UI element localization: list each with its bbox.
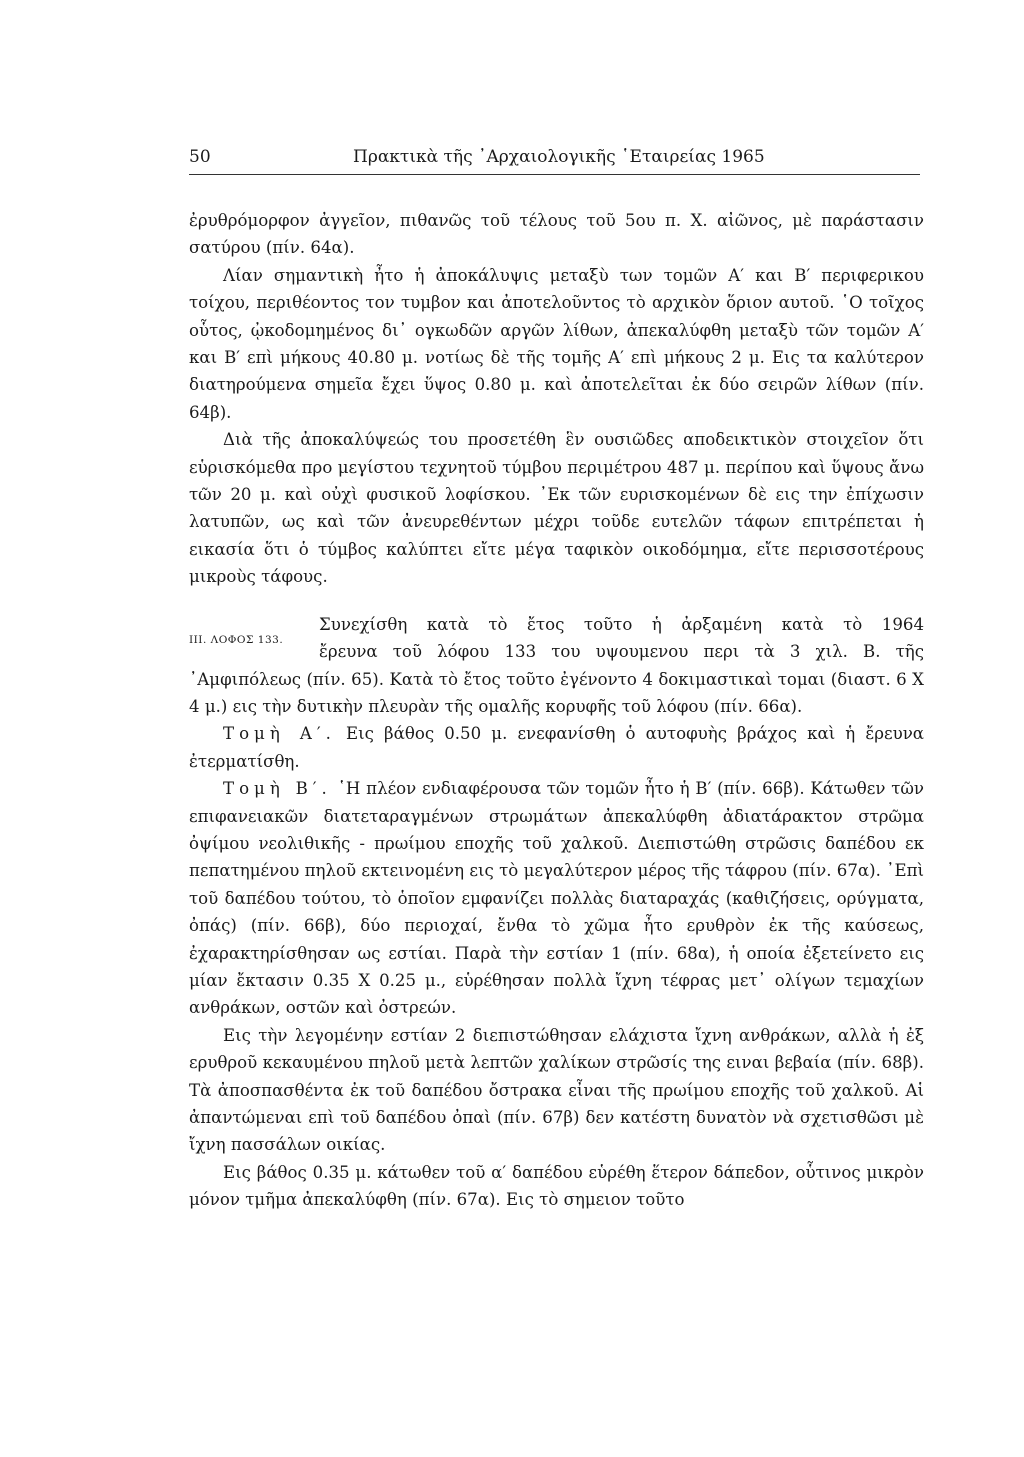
paragraph-tumulus-evidence: Διὰ τῆς ἀποκαλύψεώς του προσετέθη ἓν ουσιῶδες αποδεικτικὸν στοιχεῖον ὅτι εὑρισκόμεθα προ μεγίστου τεχνητοῦ τύμβου περιμέτρου 487 μ. περίπου καὶ ὕψους ἄνω τῶν 20 μ. καὶ οὐχὶ φυσικοῦ λοφίσκου. ᾿Εκ τῶν ευρισκομένων δὲ εις την ἐπίχωσιν λατυπῶν, ως καὶ τῶν ἀνευρεθέντων μέχρι τοῦδε ευτελῶν τάφων επιτρέπεται ἡ εικασία ὅτι ὁ τύμβος καλύπτει εἴτε μέγα ταφικὸν οικοδόμημα, εἴτε περισσοτέρους μικροὺς τάφους. [189, 430, 924, 587]
tomi-a-label: Τομὴ Α′. [223, 724, 336, 744]
page-number: 50 [189, 147, 211, 167]
paragraph-continuation: ἐρυθρόμορφον ἀγγεῖον, πιθανῶς τοῦ τέλους τοῦ 5ου π. Χ. αἰῶνος, μὲ παράστασιν σατύρου (πίν. 64α). [189, 211, 924, 258]
paragraph-peripheral-wall: Λίαν σημαντικὴ ἦτο ἡ ἀποκάλυψις μεταξὺ των τομῶν Α′ και Β′ περιφερικου τοίχου, περιθέοντος τον τυμβον και ἀποτελοῦντος τὸ αρχικὸν ὅριον αυτοῦ. ῾Ο τοῖχος οὗτος, ᾠκοδομημένος δι᾿ ογκωδῶν αργῶν λίθων, ἀπεκαλύφθη μεταξὺ τῶν τομῶν Α′ και Β′ επὶ μήκους 40.80 μ. νοτίως δὲ τῆς τομῆς Α′ επὶ μήκους 2 μ. Εις τα καλύτερον διατηρούμενα σημεῖα ἔχει ὕψος 0.80 μ. καὶ ἀποτελεῖται ἐκ δύο σειρῶν λίθων (πίν. 64β). [189, 265, 924, 422]
paragraph-lower-floor: Εις βάθος 0.35 μ. κάτωθεν τοῦ α′ δαπέδου εὑρέθη ἕτερον δάπεδον, οὗτινος μικρὸν μόνον τμῆμα ἀπεκαλύφθη (πίν. 67α). Εις τὸ σημειον τοῦτο [189, 1162, 924, 1210]
tomi-b-text: ῾Η πλέον ενδιαφέρουσα τῶν τομῶν ἦτο ἡ Β′ (πίν. 66β). Κάτωθεν τῶν επιφανειακῶν διατεταραγμένων στρωμάτων ἀπεκαλύφθη ἀδιατάρακτον στρῶμα ὀψίμου νεολιθικῆς - πρωίμου εποχῆς τοῦ χαλκοῦ. Διεπιστώθη στρῶσις δαπέδου εκ πεπατημένου πηλοῦ εκτεινομένη εις τὸ μεγαλύτερον μέρος τῆς τάφρου (πίν. 67α). ᾿Επὶ τοῦ δαπέδου τούτου, τὸ ὁποῖον εμφανίζει πολλὰς διαταραχάς (καθιζήσεις, ορύγματα, ὀπάς) (πίν. 66β), δύο περιοχαί, ἔνθα τὸ χῶμα ἦτο ερυθρὸν ἐκ τῆς καύσεως, ἐχαρακτηρίσθησαν ως εστίαι. Παρὰ τὴν εστίαν 1 (πίν. 68α), ἡ οποία ἐξετείνετο εις μίαν ἔκτασιν 0.35 X 0.25 μ., εὑρέθησαν πολλὰ ἴχνη τέφρας μετ᾿ ολίγων τεμαχίων ανθράκων, οστῶν καὶ ὀστρεών. [189, 779, 925, 1018]
tomi-a-text: Εις βάθος 0.50 μ. ενεφανίσθη ὁ αυτοφυὴς βράχος καὶ ἡ ἔρευνα ἐτερματίσθη. [189, 724, 924, 771]
paragraph-estia-2: Εις τὴν λεγομένην εστίαν 2 διεπιστώθησαν ελάχιστα ἴχνη ανθράκων, αλλὰ ἡ ἐξ ερυθροῦ κεκαυμένου πηλοῦ μετὰ λεπτῶν χαλίκων στρῶσίς της ειναι βεβαία (πίν. 68β). Τὰ ἀποσπασθέντα ἐκ τοῦ δαπέδου ὄστρακα εἶναι τῆς πρωίμου εποχῆς τοῦ χαλκοῦ. Αἱ ἀπαντώμεναι επὶ τοῦ δαπέδου ὀπαὶ (πίν. 67β) δεν κατέστη δυνατὸν νὰ σχετισθῶσι μὲ ἴχνη πασσάλων οικίας. [189, 1025, 924, 1155]
section-heading: ΙΙΙ. ΛΟΦΟΣ 133. [189, 633, 284, 646]
paragraph-tomi-b [189, 775, 924, 1022]
paragraph-tomi-a [189, 720, 924, 775]
body-text [189, 207, 924, 1214]
section-line-2: ἔρευνα τοῦ λόφου 133 του υψουμενου περι τὰ 3 χιλ. Β. τῆς [319, 642, 924, 662]
section-paragraph: ᾿Αμφιπόλεως (πίν. 65). Κατὰ τὸ ἔτος τοῦτο ἐγένοντο 4 δοκιμαστικαὶ τομαι (διαστ. 6 X 4 μ.) εις τὴν δυτικὴν πλευρὰν τῆς ομαλῆς κορυφῆς τοῦ λόφου (πίν. 66α). [189, 669, 924, 716]
tomi-b-label: Τομὴ Β′. [223, 779, 332, 799]
header-rule [189, 174, 920, 175]
section-line-1: Συνεχίσθη κατὰ τὸ ἔτος τοῦτο ἡ ἀρξαμένη κατὰ τὸ 1964 [319, 614, 924, 634]
running-header [189, 147, 920, 173]
section-lofos-133 [189, 611, 924, 721]
section-first-lines [319, 611, 924, 666]
running-title: Πρακτικὰ τῆς ᾿Αρχαιολογικῆς ῾Εταιρείας 1965 [353, 147, 765, 167]
